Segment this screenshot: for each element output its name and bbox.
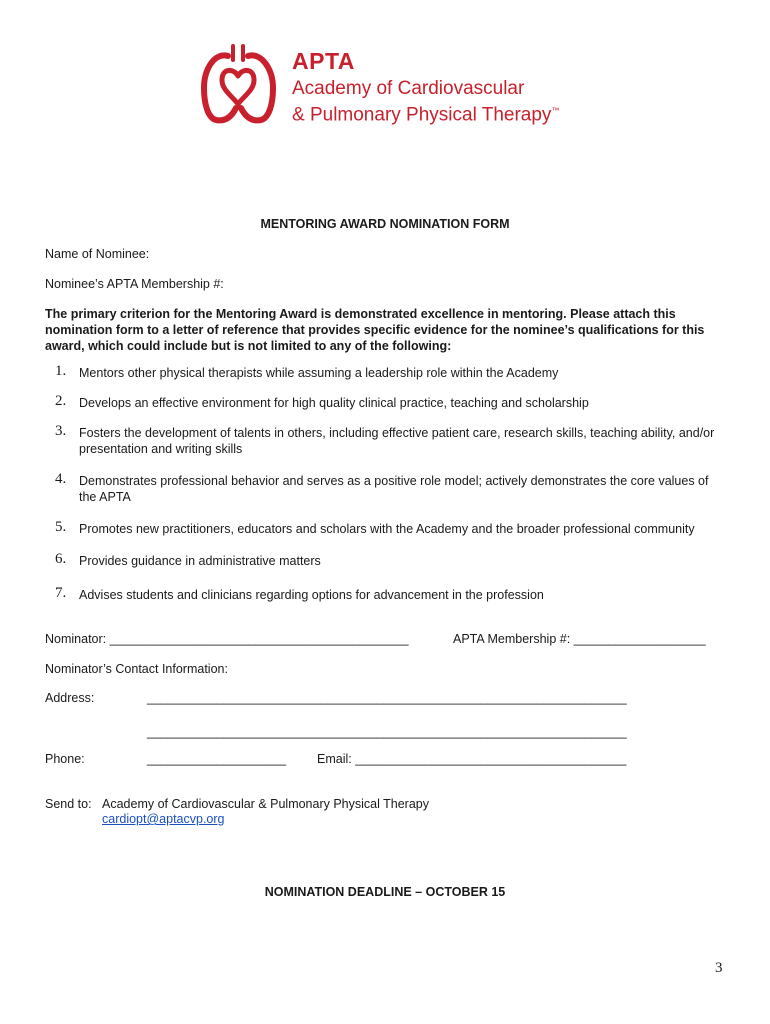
criteria-number: 6. [55, 551, 67, 567]
apta-logo [198, 42, 608, 126]
lungs-heart-icon [198, 42, 280, 126]
criteria-text [79, 395, 739, 411]
address-label: Address: [45, 691, 95, 705]
criteria-number: 1. [55, 363, 67, 379]
intro-paragraph [45, 306, 735, 354]
intro-line-3: award, which could include but is not limited to any of the following: [45, 339, 452, 353]
criteria-text [79, 473, 739, 505]
trademark-symbol: ™ [551, 106, 560, 115]
criteria-number: 5. [55, 519, 67, 535]
nominee-name-label: Name of Nominee: [45, 247, 150, 261]
criteria-text [79, 587, 739, 603]
criteria-line: presentation and writing skills [79, 442, 243, 456]
send-to-label: Send to: [45, 797, 92, 811]
address-line-1[interactable]: _____________________________________________________________________ [147, 691, 627, 705]
criteria-line: Mentors other physical therapists while assuming a leadership role within the Academy [79, 366, 559, 380]
criteria-text [79, 521, 739, 537]
criteria-line: the APTA [79, 490, 131, 504]
form-title: MENTORING AWARD NOMINATION FORM [260, 217, 510, 231]
page-number: 3 [715, 960, 723, 976]
criteria-text [79, 365, 739, 381]
criteria-number: 3. [55, 423, 67, 439]
intro-line-2: nomination form to a letter of reference that provides specific evidence for the nominee’s qualifications for this [45, 323, 705, 337]
nominator-field[interactable]: Nominator: ___________________________________________ [45, 632, 409, 646]
send-to-email-link[interactable]: cardiopt@aptacvp.org [102, 812, 225, 826]
nomination-deadline: NOMINATION DEADLINE – OCTOBER 15 [264, 885, 506, 899]
criteria-line: Demonstrates professional behavior and serves as a positive role model; actively demonstrates the core values of [79, 474, 709, 488]
logo-line2 [292, 100, 559, 126]
email-field[interactable]: Email: _______________________________________ [317, 752, 627, 766]
logo-line2-text: & Pulmonary Physical Therapy [292, 104, 552, 126]
criteria-number: 4. [55, 471, 67, 487]
criteria-line: Provides guidance in administrative matters [79, 554, 321, 568]
nominator-membership-field[interactable]: APTA Membership #: ___________________ [453, 632, 706, 646]
criteria-text [79, 425, 739, 457]
send-to-org: Academy of Cardiovascular & Pulmonary Physical Therapy [102, 797, 429, 811]
phone-label: Phone: [45, 752, 85, 766]
criteria-text [79, 553, 739, 569]
criteria-line: Develops an effective environment for high quality clinical practice, teaching and scholarship [79, 396, 589, 410]
criteria-number: 7. [55, 585, 67, 601]
logo-org: APTA [292, 48, 355, 74]
nominee-membership-label: Nominee’s APTA Membership #: [45, 277, 224, 291]
address-line-2[interactable]: _____________________________________________________________________ [147, 725, 627, 739]
phone-field[interactable]: ____________________ [147, 752, 287, 766]
criteria-line: Promotes new practitioners, educators and scholars with the Academy and the broader professional community [79, 522, 695, 536]
criteria-line: Fosters the development of talents in others, including effective patient care, research skills, teaching ability, and/or [79, 426, 715, 440]
criteria-number: 2. [55, 393, 67, 409]
contact-info-label: Nominator’s Contact Information: [45, 662, 228, 676]
intro-line-1: The primary criterion for the Mentoring Award is demonstrated excellence in mentoring. Please attach this [45, 307, 676, 321]
logo-line1: Academy of Cardiovascular [292, 78, 525, 99]
criteria-line: Advises students and clinicians regarding options for advancement in the profession [79, 588, 544, 602]
